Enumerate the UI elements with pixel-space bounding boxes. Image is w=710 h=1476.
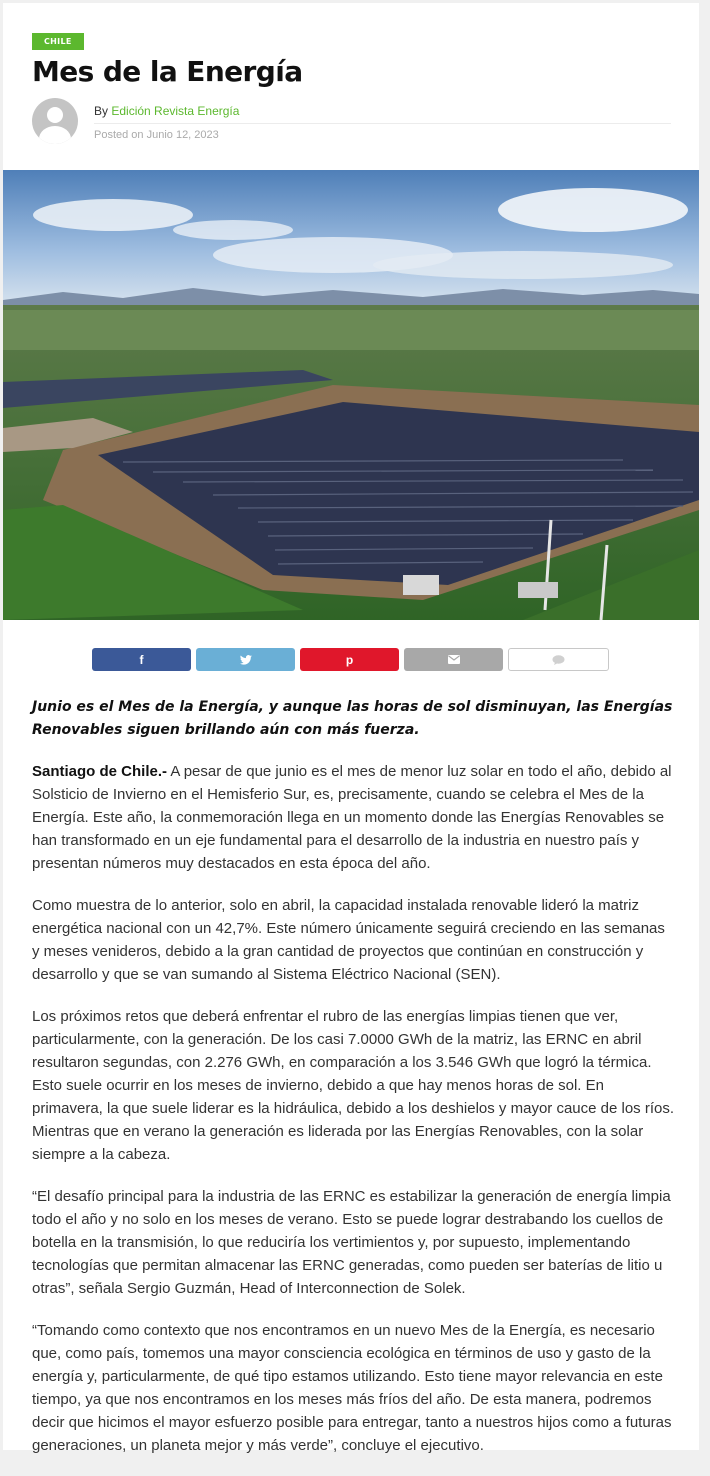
article-paragraph-1 xyxy=(32,760,674,875)
byline-divider xyxy=(94,123,671,124)
article-paragraph-4: “El desafío principal para la industria de las ERNC es estabilizar la generación de energía limpia todo el año y no solo en los meses de verano. Esto se puede lograr destrabando los cuellos de botella en la transmisión, lo que reduciría los vertimientos y, por supuesto, implementando tecnologías que permitan almacenar las ERNC generadas, como pueden ser baterías de litio u otras”, señala Sergio Guzmán, Head of Interconnection de Solek. xyxy=(32,1188,671,1297)
twitter-icon xyxy=(240,655,252,665)
article-paragraph-5: “Tomando como contexto que nos encontramos en un nuevo Mes de la Energía, es necesario que, como país, tomemos una mayor consciencia ecológica en términos de uso y gasto de la energía y, particularmente, de qué tipo estamos utilizando. Esto tiene mayor relevancia en este tiempo, ya que nos encontramos en los meses más fríos del año. De esta manera, podremos decir que hicimos el mayor esfuerzo posible para entregar, tanto a nuestros hijos como a futuras generaciones, un planeta mejor y más verde”, concluye el ejecutivo. xyxy=(32,1322,672,1454)
hero-image-solar-farm xyxy=(3,170,699,620)
posted-date: Posted on Junio 12, 2023 xyxy=(94,129,219,141)
comments-button[interactable] xyxy=(508,648,609,671)
author-avatar[interactable] xyxy=(32,98,78,144)
article-body xyxy=(32,696,674,1476)
post-title: Mes de la Energía xyxy=(32,55,303,88)
article-lead: Junio es el Mes de la Energía, y aunque las horas de sol disminuyan, las Energías Renovables siguen brillando aún con más fuerza. xyxy=(32,699,673,738)
author-link[interactable]: Edición Revista Energía xyxy=(111,104,240,118)
share-pinterest-button[interactable] xyxy=(300,648,399,671)
share-twitter-button[interactable] xyxy=(196,648,295,671)
avatar-head-shape xyxy=(47,107,63,123)
facebook-icon: f xyxy=(139,652,144,667)
paragraph-1-text: A pesar de que junio es el mes de menor luz solar en todo el año, debido al Solsticio de Invierno en el Hemisferio Sur, es, precisamente, cuando se celebra el Mes de la Energía. Este año, la conmemoración llega en un momento donde las Energías Renovables se han transformado en un eje fundamental para el desarrollo de la industria en nuestro país y presentan números muy destacados en esta época del año. xyxy=(32,763,672,872)
dateline: Santiago de Chile.- xyxy=(32,763,168,780)
article-paragraph-3: Los próximos retos que deberá enfrentar el rubro de las energías limpias tienen que ver, particularmente, con la generación. De los casi 7.0000 GWh de la matriz, las ERNC en abril resultaron segundas, con 2.276 GWh, en comparación a los 3.546 GWh que logró la térmica. Esto suele ocurrir en los meses de invierno, debido a que hay menos horas de sol. En primavera, la que suele liderar es la hidráulica, debido a los deshielos y mayor cauce de los ríos. Mientras que en verano la generación es liderada por las Energías Renovables, con la solar siempre a la cabeza. xyxy=(32,1008,675,1163)
share-facebook-button[interactable] xyxy=(92,648,191,671)
avatar-shoulders-shape xyxy=(39,126,71,144)
comment-icon xyxy=(552,655,565,665)
byline xyxy=(94,104,239,118)
by-prefix: By xyxy=(94,104,109,118)
article-paragraph-2: Como muestra de lo anterior, solo en abril, la capacidad instalada renovable lideró la matriz energética nacional con un 42,7%. Este número únicamente seguirá creciendo en las semanas y meses venideros, debido a la gran cantidad de proyectos que continúan en construcción y desarrollo y que se van sumando al Sistema Eléctrico Nacional (SEN). xyxy=(32,897,665,983)
share-email-button[interactable] xyxy=(404,648,503,671)
category-badge[interactable]: CHILE xyxy=(32,33,84,50)
envelope-icon xyxy=(448,655,460,664)
pinterest-icon: p xyxy=(345,652,354,667)
article-card xyxy=(3,3,699,1454)
share-bar xyxy=(92,648,612,671)
